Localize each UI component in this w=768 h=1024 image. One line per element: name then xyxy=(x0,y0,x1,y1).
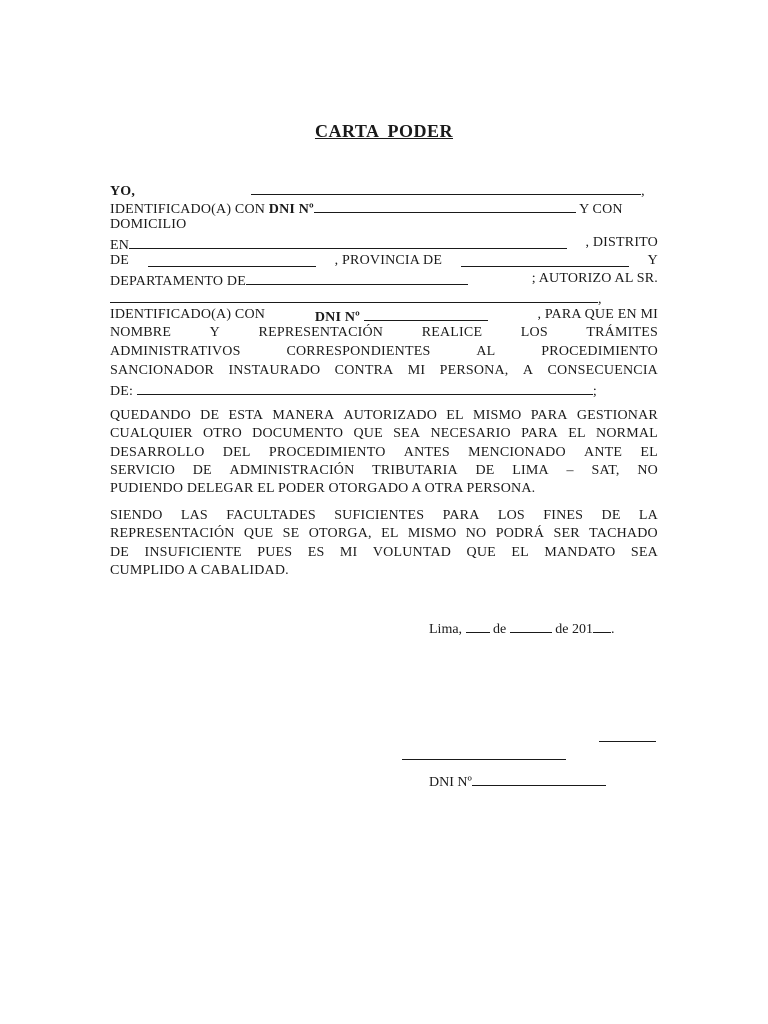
province-blank[interactable] xyxy=(461,252,629,267)
word: DOCUMENTO xyxy=(252,426,344,442)
word: PARA xyxy=(521,426,558,442)
word: SUFICIENTES xyxy=(334,508,425,523)
word: LOS xyxy=(497,508,525,523)
word: EL xyxy=(381,526,399,542)
word: NO xyxy=(465,526,487,542)
word: PODRÁ xyxy=(495,526,545,542)
line-de-provincia: DE , PROVINCIA DE Y xyxy=(110,253,658,268)
word: LIMA xyxy=(512,462,549,478)
word: QUE xyxy=(353,426,383,442)
word: NECESARIO xyxy=(430,426,511,442)
word: Y xyxy=(209,325,220,340)
word: SANCIONADOR xyxy=(110,363,215,378)
word: DE xyxy=(601,508,621,523)
comma: , xyxy=(641,184,645,199)
word: LAS xyxy=(180,508,208,523)
line-identificado-1: IDENTIFICADO(A) CON DNI Nº Y CON xyxy=(110,198,658,219)
signature-line-short xyxy=(599,741,656,742)
word: DE xyxy=(192,462,212,478)
paragraph-line xyxy=(110,507,658,525)
word: TRIBUTARIA xyxy=(372,462,458,478)
word: PARA xyxy=(442,508,480,523)
word: REPRESENTACIÓN xyxy=(258,325,384,340)
word: NORMAL xyxy=(596,426,658,442)
word: ANTE xyxy=(584,444,623,460)
line-domicilio: DOMICILIO xyxy=(110,217,187,232)
word: FINES xyxy=(543,508,584,523)
day-blank[interactable] xyxy=(466,618,490,633)
paragraph-line xyxy=(110,407,658,425)
word: DE xyxy=(200,408,220,423)
word: FACULTADES xyxy=(226,508,316,523)
consequence-blank[interactable] xyxy=(137,380,593,395)
word: SEA xyxy=(630,544,658,560)
paragraph-line xyxy=(110,544,658,562)
word: CORRESPONDIENTES xyxy=(286,344,431,359)
department-blank[interactable] xyxy=(246,270,468,285)
word: PARA xyxy=(530,408,568,423)
word: INSUFICIENTE xyxy=(144,544,242,560)
word: EL xyxy=(511,544,529,560)
word: OTRO xyxy=(202,426,242,442)
word: TACHADO xyxy=(589,526,658,542)
word: OTORGA, xyxy=(308,526,372,542)
date-line: Lima, de de 201 . xyxy=(429,618,614,639)
word: SERVICIO xyxy=(110,462,176,478)
line-nombre xyxy=(110,324,658,342)
document-title: CARTA PODER xyxy=(314,121,454,141)
line-sancionador xyxy=(110,362,658,380)
paragraph-line xyxy=(110,425,658,443)
word: INSTAURADO xyxy=(228,363,321,378)
year-blank[interactable] xyxy=(593,618,611,633)
signature-line[interactable] xyxy=(402,759,566,760)
dni-label-2: DNI Nº xyxy=(314,310,360,325)
word: TRÁMITES xyxy=(586,325,658,340)
paragraph-line xyxy=(110,462,658,480)
word: QUEDANDO xyxy=(110,408,191,423)
word: GESTIONAR xyxy=(576,408,658,423)
word: CUALQUIER xyxy=(110,426,193,442)
word: CONSECUENCIA xyxy=(547,363,658,378)
line-attorney-name: , xyxy=(110,288,658,309)
word: SIENDO xyxy=(110,508,163,523)
word: MENCIONADO xyxy=(468,444,566,460)
address-blank[interactable] xyxy=(129,234,567,249)
word: DE xyxy=(475,462,495,478)
word: DESARROLLO xyxy=(110,444,205,460)
yo-label: YO, xyxy=(110,184,136,199)
word: QUE xyxy=(243,526,274,542)
word: SE xyxy=(282,526,300,542)
word: – xyxy=(566,462,574,478)
word: ESTA xyxy=(228,408,264,423)
word: VOLUNTAD xyxy=(372,544,452,560)
word: QUE xyxy=(466,544,496,560)
word: PUES xyxy=(257,544,293,560)
line-en: EN , DISTRITO xyxy=(110,235,658,253)
word: NO xyxy=(637,462,658,478)
month-blank[interactable] xyxy=(510,618,552,633)
word: LOS xyxy=(520,325,548,340)
word: SER xyxy=(553,526,580,542)
paragraph-line xyxy=(110,444,658,462)
word: SAT, xyxy=(591,462,620,478)
signature-dni-blank[interactable] xyxy=(472,771,606,786)
word: ADMINISTRATIVOS xyxy=(110,344,241,359)
word: PROCEDIMIENTO xyxy=(268,444,386,460)
line-identificado-2: IDENTIFICADO(A) CON DNI Nº , PARA QUE EN MI xyxy=(110,307,658,325)
dni-blank-2[interactable] xyxy=(364,306,488,321)
paragraph-quedando-last-line: PUDIENDO DELEGAR EL PODER OTORGADO A OTRA PERSONA. xyxy=(110,481,536,496)
dni-signature-line: DNI Nº xyxy=(429,771,606,792)
word: NOMBRE xyxy=(110,325,172,340)
word: EL xyxy=(446,408,464,423)
paragraph-line xyxy=(110,525,658,543)
district-blank[interactable] xyxy=(148,252,316,267)
word: MANERA xyxy=(272,408,335,423)
word: REPRESENTACIÓN xyxy=(110,526,235,542)
word: ANTES xyxy=(403,444,450,460)
word: MISMO xyxy=(473,408,522,423)
attorney-name-blank[interactable] xyxy=(110,288,598,303)
line-departamento: DEPARTAMENTO DE ; AUTORIZO AL SR. xyxy=(110,271,658,289)
name-blank[interactable] xyxy=(251,180,641,195)
word: MI xyxy=(339,544,358,560)
line-de-consecuencia: DE: ; xyxy=(110,380,658,401)
dni-label-1: DNI Nº xyxy=(268,202,314,217)
word: REALICE xyxy=(421,325,483,340)
word: SEA xyxy=(393,426,421,442)
word: LA xyxy=(638,508,658,523)
paragraph-siendo-last-line: CUMPLIDO A CABALIDAD. xyxy=(110,563,289,578)
word: PROCEDIMIENTO xyxy=(541,344,658,359)
word: EL xyxy=(568,426,586,442)
word: AL xyxy=(476,344,496,359)
word: DEL xyxy=(222,444,251,460)
word: EL xyxy=(640,444,658,460)
word: MISMO xyxy=(407,526,457,542)
word: DE xyxy=(110,544,130,560)
dni-blank-1[interactable] xyxy=(314,198,576,213)
word: A xyxy=(522,363,534,378)
word: ADMINISTRACIÓN xyxy=(229,462,355,478)
word: PERSONA, xyxy=(439,363,509,378)
line-administrativos xyxy=(110,343,658,361)
word: AUTORIZADO xyxy=(343,408,438,423)
word: MANDATO xyxy=(544,544,616,560)
word: CONTRA xyxy=(334,363,394,378)
word: MI xyxy=(407,363,426,378)
word: ES xyxy=(307,544,325,560)
